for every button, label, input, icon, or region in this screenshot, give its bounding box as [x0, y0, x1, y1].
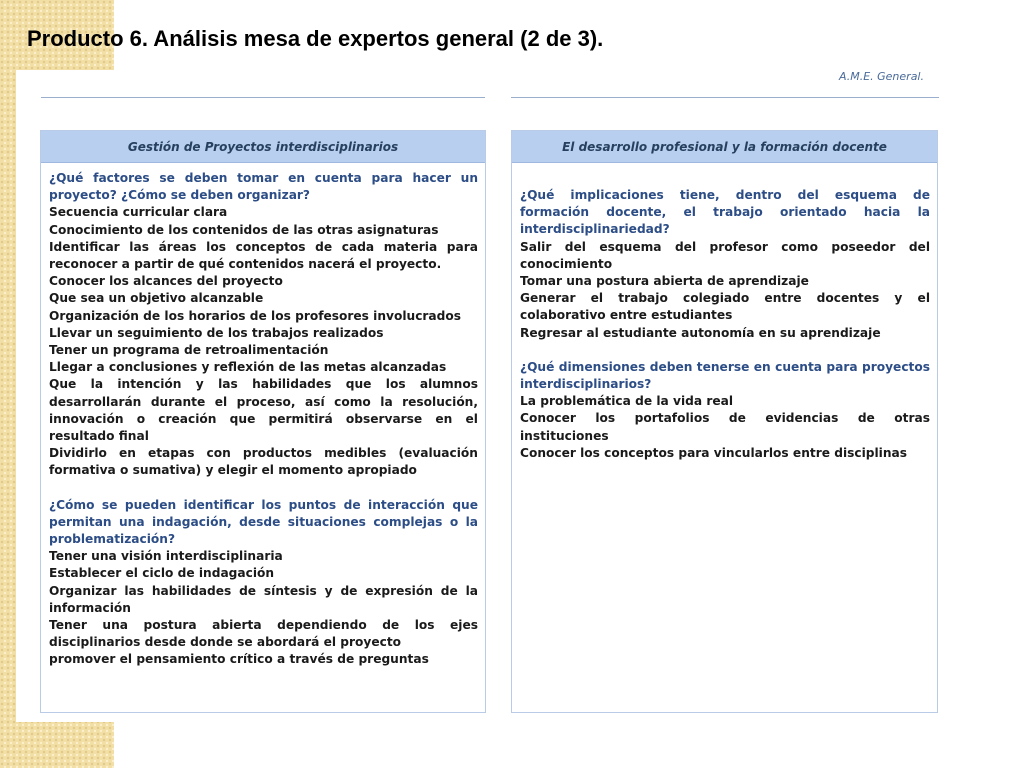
question-section: [520, 187, 930, 342]
answer-item: Que sea un objetivo alcanzable: [49, 291, 264, 306]
question-text: ¿Qué implicaciones tiene, dentro del esquema de formación docente, el trabajo orientado hacia la interdisciplinariedad?: [520, 188, 930, 237]
answer-list: [520, 393, 930, 462]
answer-item: Conocer los alcances del proyecto: [49, 274, 283, 289]
answer-list: [49, 548, 478, 668]
answer-item: Que la intención y las habilidades que los alumnos desarrollarán durante el proceso, así como la resolución, innovación o creación que permitirá observarse en el resultado final: [49, 377, 478, 444]
answer-item: Tomar una postura abierta de aprendizaje: [520, 274, 809, 289]
answer-item: Tener una visión interdisciplinaria: [49, 549, 283, 564]
question-section: [49, 170, 478, 480]
slide-title: Producto 6. Análisis mesa de expertos general (2 de 3).: [27, 26, 604, 51]
answer-item: Identificar las áreas los conceptos de cada materia para reconocer a partir de qué contenidos nacerá el proyecto.: [49, 239, 478, 272]
question-text: ¿Qué factores se deben tomar en cuenta para hacer un proyecto? ¿Cómo se deben organizar?: [49, 171, 478, 203]
answer-item: Conocer los conceptos para vincularlos entre disciplinas: [520, 445, 908, 460]
document-label: A.M.E. General.: [838, 70, 924, 83]
question-section: [520, 359, 930, 462]
answer-item: Llegar a conclusiones y reflexión de las metas alcanzadas: [49, 360, 447, 375]
answer-item: Establecer el ciclo de indagación: [49, 566, 275, 581]
divider-left: [41, 97, 485, 98]
answer-list: [49, 204, 478, 479]
answer-list: [520, 239, 930, 342]
panel-body: [41, 163, 485, 669]
answer-item: Organizar las habilidades de síntesis y de expresión de la información: [49, 583, 478, 615]
panel-desarrollo-profesional: [511, 130, 938, 713]
answer-item: Dividirlo en etapas con productos medibles (evaluación formativa o sumativa) y elegir el momento apropiado: [49, 446, 478, 478]
question-text: ¿Cómo se pueden identificar los puntos de interacción que permitan una indagación, desde situaciones complejas o la problematización?: [49, 497, 478, 547]
panel-body: [512, 163, 937, 462]
answer-item: Tener un programa de retroalimentación: [49, 343, 329, 358]
answer-item: Regresar al estudiante autonomía en su aprendizaje: [520, 325, 881, 340]
question-section: [49, 497, 478, 669]
answer-item: Llevar un seguimiento de los trabajos realizados: [49, 325, 384, 340]
answer-item: Organización de los horarios de los profesores involucrados: [49, 308, 462, 323]
answer-item: Generar el trabajo colegiado entre docentes y el colaborativo entre estudiantes: [520, 291, 930, 323]
answer-item: Salir del esquema del profesor como poseedor del conocimiento: [520, 239, 930, 271]
answer-item: La problemática de la vida real: [520, 394, 733, 409]
answer-item: promover el pensamiento crítico a través de preguntas: [49, 652, 429, 667]
divider-right: [511, 97, 939, 98]
panel-header: El desarrollo profesional y la formación docente: [512, 131, 937, 163]
answer-item: Tener una postura abierta dependiendo de los ejes disciplinarios desde donde se abordará el proyecto: [49, 618, 478, 650]
answer-item: Conocer los portafolios de evidencias de otras instituciones: [520, 411, 930, 443]
embedded-document: [16, 70, 952, 722]
answer-item: Secuencia curricular clara: [49, 205, 228, 220]
answer-item: Conocimiento de los contenidos de las otras asignaturas: [49, 222, 439, 237]
question-text: ¿Qué dimensiones deben tenerse en cuenta para proyectos interdisciplinarios?: [520, 359, 930, 392]
panel-gestion-proyectos: [40, 130, 486, 713]
panel-header: Gestión de Proyectos interdisciplinarios: [41, 131, 485, 163]
